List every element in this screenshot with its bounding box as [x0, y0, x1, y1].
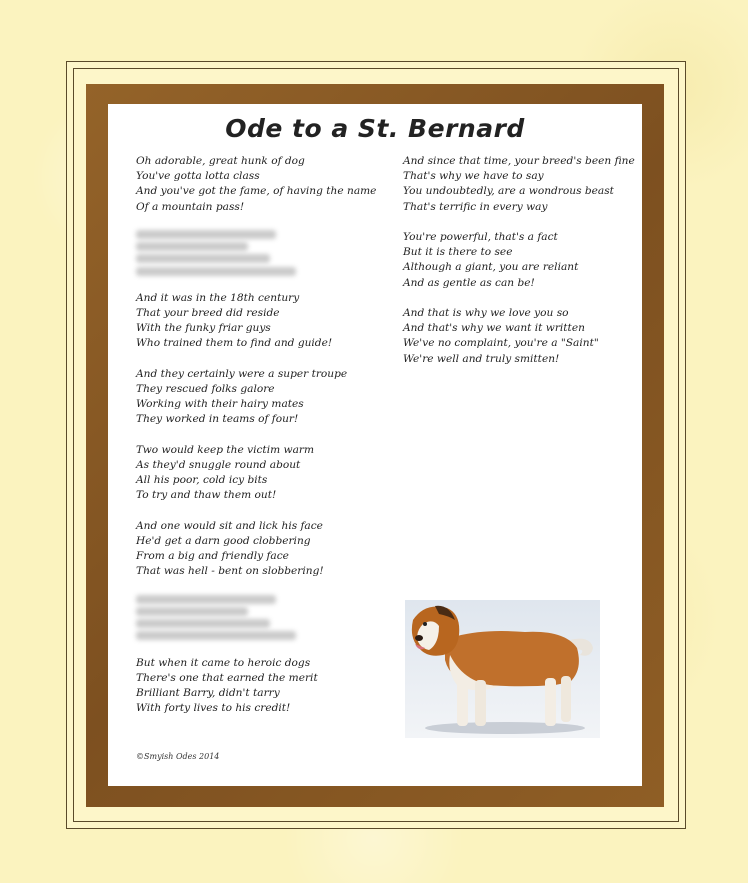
blurred-line: [136, 607, 248, 616]
blurred-stanza: [136, 230, 386, 276]
blurred-line: [136, 619, 270, 628]
poem-line: And one would sit and lick his face: [136, 519, 323, 532]
poem-line: Of a mountain pass!: [136, 200, 245, 213]
poem-line: We've no complaint, you're a "Saint": [403, 337, 599, 350]
st-bernard-dog-photo: [405, 600, 600, 738]
poem-line: There's one that earned the merit: [136, 671, 318, 684]
poem-stanza: [136, 443, 386, 504]
poem-line: Who trained them to find and guide!: [136, 337, 333, 350]
poem-stanza: [136, 154, 386, 215]
poem-line: With forty lives to his credit!: [136, 702, 291, 715]
poem-line: All his poor, cold icy bits: [136, 474, 268, 487]
poem-line: But when it came to heroic dogs: [136, 656, 311, 669]
poem-stanza: [136, 519, 386, 580]
poem-line: That's why we have to say: [403, 170, 544, 183]
blurred-line: [136, 631, 296, 640]
poem-line: That's terrific in every way: [403, 200, 548, 213]
poem-line: We're well and truly smitten!: [403, 352, 560, 365]
poem-line: Working with their hairy mates: [136, 398, 304, 411]
poem-stanza: [403, 230, 638, 291]
poem-line: You're powerful, that's a fact: [403, 231, 558, 243]
blurred-line: [136, 230, 276, 239]
poem-stanza: [403, 306, 638, 367]
poem-stanza: [136, 367, 386, 428]
blurred-line: [136, 595, 276, 604]
poem-line: Oh adorable, great hunk of dog: [136, 155, 305, 167]
poem-line: Two would keep the victim warm: [136, 443, 314, 456]
left-column: [136, 154, 386, 732]
right-column: [403, 154, 638, 382]
poem-line: You've gotta lotta class: [136, 170, 260, 183]
poem-line: And as gentle as can be!: [403, 276, 535, 289]
poem-stanza: [403, 154, 638, 215]
poem-line: Although a giant, you are reliant: [403, 261, 579, 274]
poem-line: With the funky friar guys: [136, 322, 271, 335]
blurred-line: [136, 267, 296, 276]
poem-line: They rescued folks galore: [136, 382, 275, 395]
poem-line: To try and thaw them out!: [136, 489, 277, 502]
poem-line: They worked in teams of four!: [136, 413, 299, 426]
poem-line: But it is there to see: [403, 246, 513, 259]
poem-title: Ode to a St. Bernard: [225, 114, 525, 143]
blurred-line: [136, 242, 248, 251]
poem-line: And you've got the fame, of having the name: [136, 185, 377, 198]
poem-line: That was hell - bent on slobbering!: [136, 565, 324, 578]
blurred-stanza: [136, 595, 386, 641]
poem-line: As they'd snuggle round about: [136, 458, 301, 471]
poem-line: And it was in the 18th century: [136, 291, 300, 304]
poem-line: And since that time, your breed's been fine: [403, 155, 635, 167]
poem-stanza: [136, 291, 386, 352]
poem-line: Brilliant Barry, didn't tarry: [136, 686, 280, 699]
blurred-line: [136, 254, 270, 263]
poem-line: From a big and friendly face: [136, 550, 289, 563]
poem-stanza: [136, 656, 386, 717]
poem-line: And that is why we love you so: [403, 307, 569, 319]
poem-line: He'd get a darn good clobbering: [136, 534, 311, 547]
poem-line: You undoubtedly, are a wondrous beast: [403, 185, 614, 198]
poem-line: And that's why we want it written: [403, 322, 585, 335]
copyright-notice: ©Smyish Odes 2014: [136, 752, 220, 761]
poem-line: That your breed did reside: [136, 306, 280, 319]
poem-line: And they certainly were a super troupe: [136, 367, 348, 380]
